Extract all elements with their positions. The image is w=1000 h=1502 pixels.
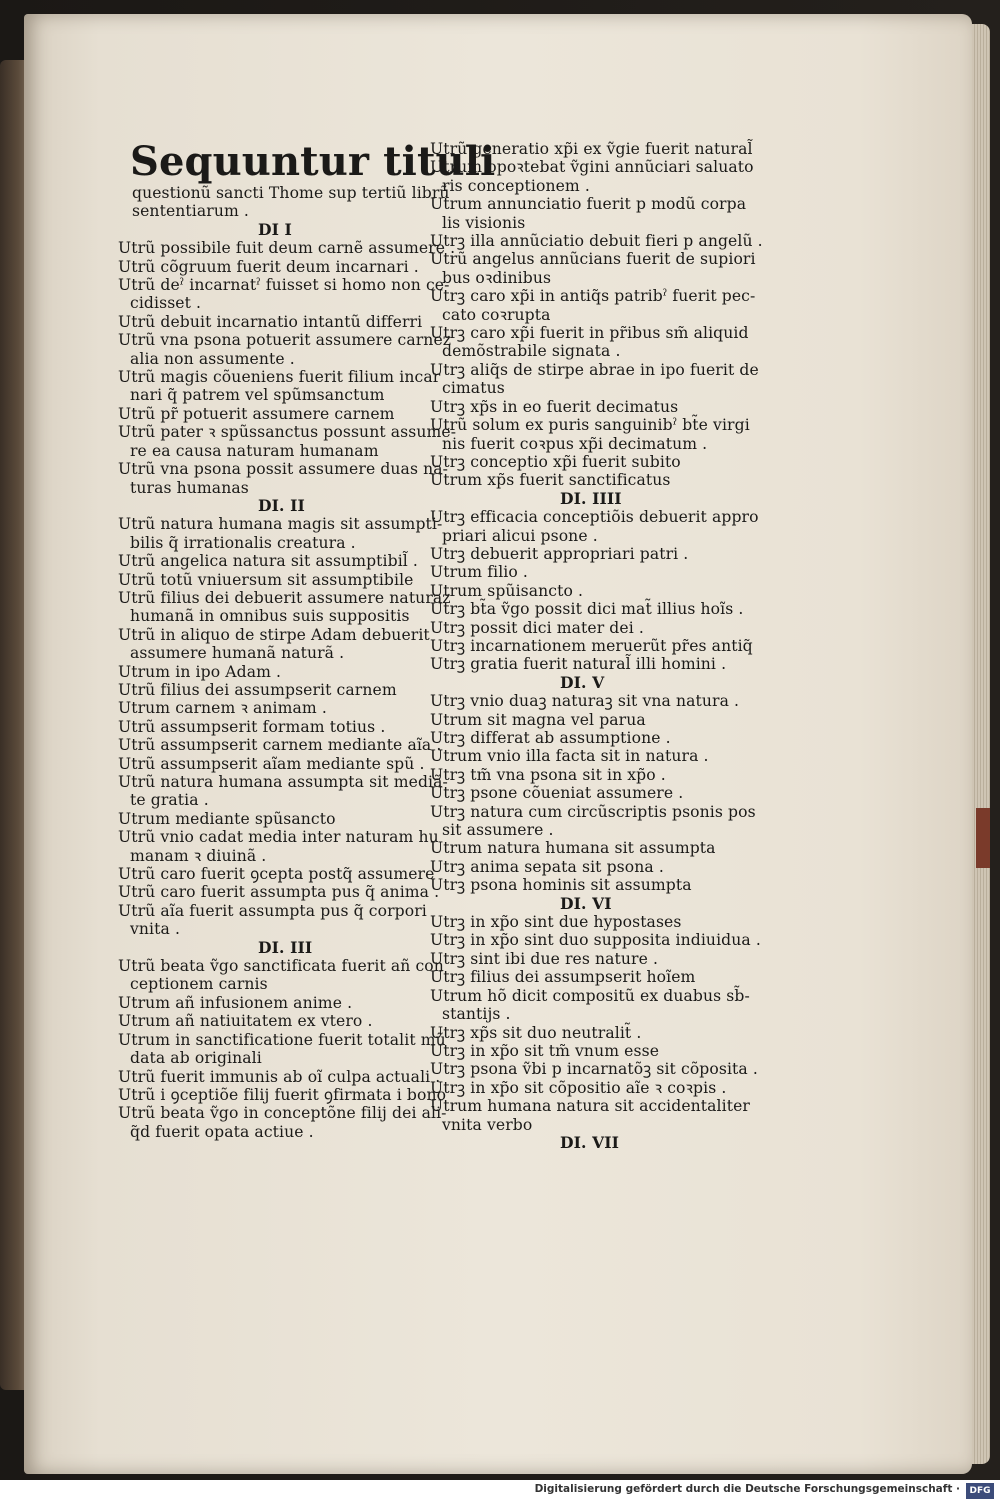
entry-continuation: vnita verbo [442, 1115, 533, 1134]
question-entry: Utrum in sanctificatione fuerit totalit mũ [118, 1030, 446, 1049]
question-entry: Utrꝫ in xp̃o sint due hypostases [430, 913, 682, 932]
question-entry: Utrꝫ psona hominis sit assumpta [430, 876, 692, 895]
question-entry: Utrꝫ filius dei assumpserit hoĩem [430, 968, 696, 987]
question-entry: Utrꝫ aliq̃s de stirpe abrae in ipo fuerit de [430, 360, 759, 379]
entry-continuation: alia non assumente . [130, 349, 295, 368]
question-entry: Utrũ pater ꝛ spũssanctus possunt assume- [118, 423, 457, 442]
question-entry: Utrum sit magna vel parua [430, 710, 646, 729]
question-entry: Utrꝫ differat ab assumptione . [430, 729, 671, 747]
question-entry: Utrũ totũ vniuersum sit assumptibile [118, 570, 414, 589]
question-entry: Utrũ angelica natura sit assumptibil̃ . [118, 552, 418, 571]
question-entry: Utrum annunciatio fuerit p modũ corpa [430, 195, 747, 214]
entry-continuation: ceptionem carnis [130, 975, 268, 994]
entry-continuation: assumere humanã naturã . [130, 644, 345, 663]
question-entry: Utrũ in aliquo de stirpe Adam debuerit [118, 625, 430, 644]
question-entry: Utrũ aĩa fuerit assumpta pus q̃ corpori [118, 901, 427, 920]
question-entry: Utrũ natura humana magis sit assumpti- [118, 515, 443, 534]
question-entry: Utrum añ natiuitatem ex vtero . [118, 1012, 373, 1031]
question-entry: Utrum filio . [430, 563, 528, 582]
question-entry: Utrũ filius dei debuerit assumere naturaz [118, 588, 451, 607]
entry-continuation: ris conceptionem . [442, 176, 590, 195]
question-entry: Utrꝫ caro xp̃i in antiq̃s patribˀ fuerit pec- [430, 287, 756, 306]
entry-continuation: stantijs . [442, 1005, 511, 1024]
page-title: Sequuntur tituli [130, 138, 496, 185]
question-entry: Utrꝫ psone cõueniat assumere . [430, 784, 684, 803]
distinctio-heading: DI. II [258, 495, 305, 515]
question-entry: Utrꝫ anima sepata sit psona . [430, 857, 664, 876]
entry-continuation: nari q̃ patrem vel spũmsanctum [130, 386, 385, 405]
subtitle-line: sententiarum . [132, 202, 249, 221]
question-entry: Utrꝫ tm̃ vna psona sit in xp̃o . [430, 765, 666, 784]
question-entry: Utrꝫ in xp̃o sit tm̃ vnum esse [430, 1041, 660, 1060]
entry-continuation: sit assumere . [442, 821, 554, 840]
question-entry: Utrꝫ xp̃s in eo fuerit decimatus [430, 397, 679, 416]
distinctio-heading: DI. VII [560, 1132, 620, 1152]
question-entry: Utrꝫ illa annũciatio debuit fieri p angelũ . [430, 232, 763, 251]
question-entry: Utrꝫ in xp̃o sit cõpositio aĩe ꝛ coꝛpis . [430, 1078, 727, 1097]
dfg-logo: DFG [966, 1483, 994, 1499]
entry-continuation: humanã in omnibus suis suppositis [130, 607, 410, 626]
entry-continuation: data ab originali [130, 1049, 262, 1068]
question-entry: Utrum spũisancto . [430, 581, 584, 600]
question-entry: Utrũ beata ṽgo in conceptõne filij dei ali- [118, 1104, 447, 1123]
footer-credit: Digitalisierung gefördert durch die Deutsche Forschungsgemeinschaft · [534, 1483, 960, 1495]
entry-continuation: demõstrabile signata . [442, 342, 621, 361]
bookmark-ribbon [976, 808, 990, 868]
footer-bar [0, 1480, 1000, 1502]
question-entry: Utrũ vna psona possit assumere duas na- [118, 460, 449, 479]
entry-continuation: q̃d fuerit opata actiue . [130, 1122, 314, 1141]
question-entry: Utrũ fuerit immunis ab oĩ culpa actuali . [118, 1067, 441, 1086]
question-entry: Utrꝫ vnio duaꝫ naturaꝫ sit vna natura . [430, 692, 740, 711]
question-entry: Utrum añ infusionem anime . [118, 993, 353, 1012]
question-entry: Utrũ generatio xp̃i ex ṽgie fuerit natural̃ [430, 140, 753, 158]
question-entry: Utrum in ipo Adam . [118, 662, 282, 681]
question-entry: Utrũ debuit incarnatio intantũ differri [118, 312, 423, 331]
question-entry: Utrꝫ efficacia conceptiõis debuerit appro [430, 508, 759, 527]
question-entry: Utrũ i ꝯceptiõe filij fuerit ꝯfirmata i bono [118, 1085, 447, 1104]
question-entry: Utrũ filius dei assumpserit carnem [118, 680, 397, 699]
entry-continuation: priari alicui psone . [442, 526, 598, 545]
question-entry: Utrũ natura humana assumpta sit mediã- [118, 773, 448, 791]
left-entries [118, 219, 457, 1141]
question-entry: Utrum xp̃s fuerit sanctificatus [430, 471, 671, 490]
question-entry: Utrꝫ natura cum circũscriptis psonis pos [430, 802, 756, 821]
question-entry: Utrũ possibile fuit deum carnẽ assumere . [118, 239, 456, 258]
question-entry: Utrꝫ bt̃a ṽgo possit dici mat̃ illius hoĩs . [430, 600, 744, 619]
question-entry: Utrꝫ caro xp̃i fuerit in pr̃ibus sm̃ aliquid [430, 324, 749, 343]
question-entry: Utrũ solum ex puris sanguinibˀ bt̃e virgi [430, 416, 750, 435]
question-entry: Utrũ beata ṽgo sanctificata fuerit añ con [118, 957, 444, 976]
question-entry: Utrũ assumpserit aĩam mediante spũ . [118, 754, 425, 773]
question-entry: Utrum vnio illa facta sit in natura . [430, 747, 709, 766]
question-entry: Utrũ caro fuerit assumpta pus q̃ anima . [118, 883, 440, 902]
question-entry: Utrũ magis cõueniens fuerit filium incar [118, 368, 441, 387]
entry-continuation: bilis q̃ irrationalis creatura . [130, 533, 356, 552]
entry-continuation: lis visionis [442, 213, 526, 232]
entry-continuation: cato coꝛrupta [442, 305, 551, 324]
question-entry: Utrũ angelus annũcians fuerit de supiori [430, 250, 756, 269]
question-entry: Utrꝫ sint ibi due res nature . [430, 949, 659, 968]
question-entry: Utrum carnem ꝛ animam . [118, 699, 327, 718]
question-entry: Utrũ vna psona potuerit assumere carnez [118, 331, 452, 350]
question-entry: Utrꝫ psona ṽbi p incarnatõꝫ sit cõposita . [430, 1060, 758, 1079]
distinctio-heading: DI. III [258, 937, 313, 957]
question-entry: Utrꝫ conceptio xp̃i fuerit subito [430, 452, 681, 471]
entry-continuation: cidisset . [130, 294, 202, 313]
entry-continuation: vnita . [130, 920, 181, 939]
distinctio-heading: DI. V [560, 672, 605, 692]
subtitle-line: questionũ sancti Thome sup tertiũ librũ [132, 184, 450, 202]
entry-continuation: te gratia . [130, 791, 209, 810]
entry-continuation: nis fuerit coꝛpus xp̃i decimatum . [442, 434, 708, 453]
question-entry: Utrũ assumpserit formam totius . [118, 717, 386, 736]
entry-continuation: cimatus [442, 379, 505, 398]
right-column [430, 140, 790, 1152]
question-entry: Utrũ caro fuerit ꝯcepta postq̃ assumere [118, 865, 435, 884]
question-entry: Utrum opoꝛtebat ṽgini annũciari saluato [430, 158, 754, 177]
entry-continuation: turas humanas [130, 478, 249, 497]
distinctio-heading: DI I [258, 219, 292, 239]
question-entry: Utrum humana natura sit accidentaliter [430, 1097, 750, 1116]
question-entry: Utrũ pr̃ potuerit assumere carnem [118, 404, 395, 423]
question-entry: Utrꝫ debuerit appropriari patri . [430, 544, 689, 563]
question-entry: Utrum natura humana sit assumpta [430, 839, 716, 858]
distinctio-heading: DI. VI [560, 893, 612, 913]
question-entry: Utrꝫ in xp̃o sint duo supposita indiuidua . [430, 931, 761, 950]
question-entry: Utrũ cõgruum fuerit deum incarnari . [118, 257, 419, 276]
question-entry: Utrum mediante spũsancto [118, 809, 336, 828]
distinctio-heading: DI. IIII [560, 488, 622, 508]
entry-continuation: bus oꝛdinibus [442, 268, 552, 287]
question-entry: Utrũ vnio cadat media inter naturam hu [118, 828, 439, 847]
question-entry: Utrꝫ possit dici mater dei . [430, 618, 644, 637]
subtitle [132, 184, 450, 221]
right-entries [430, 140, 790, 1152]
question-entry: Utrũ assumpserit carnem mediante aĩa . [118, 736, 442, 755]
entry-continuation: manam ꝛ diuinã . [130, 846, 267, 865]
entry-continuation: re ea causa naturam humanam [130, 441, 379, 460]
question-entry: Utrũ deˀ incarnatˀ fuisset si homo non ce- [118, 276, 450, 295]
question-entry: Utrꝫ incarnationem meruerũt pr̃es antiq̃ [430, 636, 753, 655]
question-entry: Utrꝫ xp̃s sit duo neutralit̃ . [430, 1023, 642, 1042]
question-entry: Utrum hõ dicit compositũ ex duabus sb̃- [430, 986, 750, 1005]
question-entry: Utrꝫ gratia fuerit natural̃ illi homini . [430, 655, 727, 674]
